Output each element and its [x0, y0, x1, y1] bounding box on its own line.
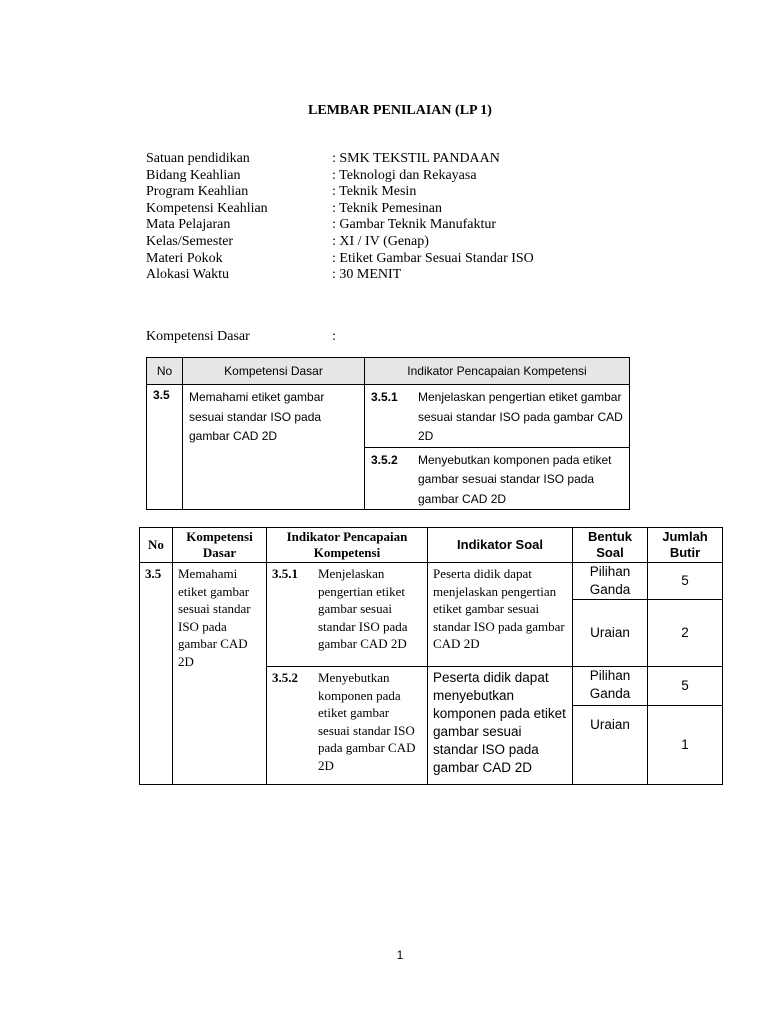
ipk-number: 3.5.2 [272, 670, 298, 685]
page-number: 1 [396, 948, 404, 962]
info-label: Kelas/Semester [146, 233, 234, 249]
table-header-row [140, 528, 723, 563]
indikator-soal-text: Peserta didik dapat menjelaskan pengertian etiket gambar sesuai standar ISO pada gambar CAD 2D [428, 563, 573, 667]
info-labels [146, 151, 331, 284]
bentuk-soal: Pilihan Ganda [573, 667, 648, 706]
header-ipk: Indikator Pencapaian Kompetensi [365, 358, 630, 385]
info-label: Program Keahlian [146, 184, 249, 200]
bentuk-soal: Uraian [573, 600, 648, 667]
info-value: : Gambar Teknik Manufaktur [332, 217, 496, 233]
jumlah-butir: 1 [648, 706, 723, 785]
header-jumlah-butir: Jumlah Butir [648, 528, 723, 563]
indicator-text: Menjelaskan pengertian etiket gambar sesuai standar ISO pada gambar CAD 2D [418, 390, 623, 443]
info-label: Bidang Keahlian [146, 167, 241, 183]
kompetensi-dasar-colon: : [332, 329, 336, 344]
table-row [140, 563, 723, 600]
info-values [332, 151, 732, 284]
kd-number: 3.5 [147, 385, 183, 510]
competency-table [146, 357, 630, 510]
bentuk-soal: Pilihan Ganda [573, 563, 648, 600]
ipk-cell [267, 563, 428, 667]
kd-text: Memahami etiket gambar sesuai standar ISO pada gambar CAD 2D [173, 563, 267, 785]
ipk-text: Menjelaskan pengertian etiket gambar sesuai standar ISO pada gambar CAD 2D [318, 566, 408, 652]
kd-number: 3.5 [140, 563, 173, 785]
bentuk-soal: Uraian [573, 706, 648, 785]
indikator-soal-text: Peserta didik dapat menyebutkan komponen pada etiket gambar sesuai standar ISO pada gambar CAD 2D [428, 667, 573, 785]
info-value: : XI / IV (Genap) [332, 233, 429, 249]
info-label: Satuan pendidikan [146, 151, 250, 166]
indicator-text: Menyebutkan komponen pada etiket gambar sesuai standar ISO pada gambar CAD 2D [418, 452, 612, 506]
info-label: Materi Pokok [146, 250, 223, 266]
table-row [147, 385, 630, 448]
info-label: Kompetensi Keahlian [146, 200, 268, 216]
indicator-cell [365, 385, 630, 448]
indicator-cell [365, 447, 630, 510]
info-value: : Teknik Mesin [332, 184, 417, 200]
document-title: LEMBAR PENILAIAN (LP 1) [308, 103, 492, 118]
header-kd: Kompetensi Dasar [173, 528, 267, 563]
header-no: No [147, 358, 183, 385]
indicator-number: 3.5.1 [371, 390, 398, 404]
assessment-grid-table [139, 527, 723, 785]
table-header-row [147, 358, 630, 385]
header-no: No [140, 528, 173, 563]
jumlah-butir: 2 [648, 600, 723, 667]
info-label: Alokasi Waktu [146, 267, 229, 283]
jumlah-butir: 5 [648, 563, 723, 600]
indicator-number: 3.5.2 [371, 452, 398, 467]
ipk-number: 3.5.1 [272, 566, 298, 581]
header-indikator-soal: Indikator Soal [428, 528, 573, 563]
ipk-cell [267, 667, 428, 785]
info-label: Mata Pelajaran [146, 217, 231, 233]
info-value: : Teknik Pemesinan [332, 200, 442, 216]
kd-text: Memahami etiket gambar sesuai standar ISO pada gambar CAD 2D [183, 385, 365, 510]
jumlah-butir: 5 [648, 667, 723, 706]
header-kd: Kompetensi Dasar [183, 358, 365, 385]
ipk-text: Menyebutkan komponen pada etiket gambar sesuai standar ISO pada gambar CAD 2D [318, 670, 416, 773]
info-value: : 30 MENIT [332, 267, 402, 283]
kompetensi-dasar-label: Kompetensi Dasar [146, 329, 250, 344]
info-value: : SMK TEKSTIL PANDAAN [332, 151, 500, 166]
info-value: : Teknologi dan Rekayasa [332, 167, 477, 183]
info-value: : Etiket Gambar Sesuai Standar ISO [332, 250, 534, 266]
header-ipk: Indikator Pencapaian Kompetensi [267, 528, 428, 563]
header-bentuk-soal: Bentuk Soal [573, 528, 648, 563]
